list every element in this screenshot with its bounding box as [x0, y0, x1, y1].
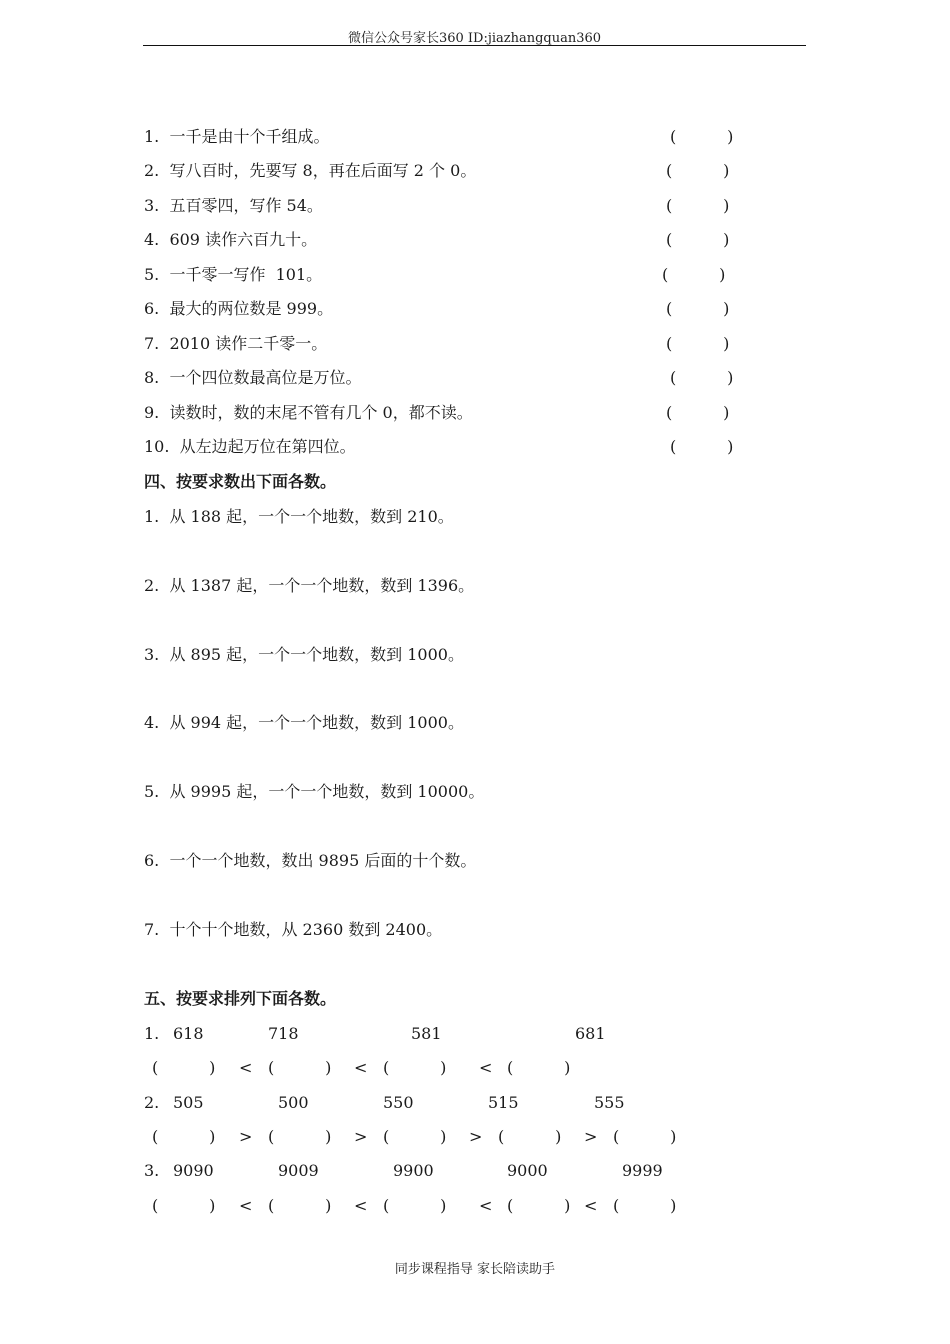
- counting-item-2: 2. 从 1387 起，一个一个地数，数到 1396。: [144, 576, 475, 595]
- order-blank[interactable]: ( ): [268, 1196, 332, 1215]
- counting-item-3: 3. 从 895 起，一个一个地数，数到 1000。: [144, 645, 464, 664]
- answer-blank-3[interactable]: ( ): [666, 196, 730, 215]
- order-blank[interactable]: ( ): [498, 1127, 562, 1146]
- number: 718: [268, 1024, 299, 1043]
- answer-blank-1[interactable]: ( ): [670, 127, 734, 146]
- number: 9999: [622, 1161, 663, 1180]
- compare-sign: >: [584, 1127, 598, 1146]
- counting-item-7: 7. 十个十个地数，从 2360 数到 2400。: [144, 920, 443, 939]
- order-blank[interactable]: ( ): [383, 1127, 447, 1146]
- order-blank[interactable]: ( ): [152, 1127, 216, 1146]
- number: 9900: [393, 1161, 434, 1180]
- judge-item-4: 4. 609 读作六百九十。: [144, 230, 318, 249]
- judge-item-2: 2. 写八百时，先要写 8，再在后面写 2 个 0。: [144, 161, 477, 180]
- counting-item-5: 5. 从 9995 起，一个一个地数，数到 10000。: [144, 782, 485, 801]
- number: 9000: [507, 1161, 548, 1180]
- judge-item-3: 3. 五百零四，写作 54。: [144, 196, 323, 215]
- order-blank[interactable]: ( ): [507, 1196, 571, 1215]
- order-blank[interactable]: ( ): [152, 1058, 216, 1077]
- judge-item-8: 8. 一个四位数最高位是万位。: [144, 368, 362, 387]
- number: 550: [383, 1093, 414, 1112]
- page-header: 微信公众号家长360 ID:jiazhangquan360: [347, 31, 602, 46]
- compare-sign: <: [479, 1058, 493, 1077]
- compare-sign: <: [584, 1196, 598, 1215]
- compare-sign: <: [354, 1196, 368, 1215]
- answer-blank-10[interactable]: ( ): [670, 437, 734, 456]
- judge-item-1: 1. 一千是由十个千组成。: [144, 127, 330, 146]
- section-4-title: 四、按要求数出下面各数。: [144, 472, 337, 491]
- compare-sign: >: [354, 1127, 368, 1146]
- answer-blank-9[interactable]: ( ): [666, 403, 730, 422]
- row-label: 3.: [144, 1161, 160, 1180]
- compare-sign: >: [469, 1127, 483, 1146]
- number: 9009: [278, 1161, 319, 1180]
- judge-item-5: 5. 一千零一写作 101。: [144, 265, 323, 284]
- answer-blank-2[interactable]: ( ): [666, 161, 730, 180]
- compare-sign: >: [239, 1127, 253, 1146]
- number: 505: [173, 1093, 204, 1112]
- page-footer: 同步课程指导 家长陪读助手: [394, 1262, 556, 1277]
- order-blank[interactable]: ( ): [268, 1127, 332, 1146]
- order-blank[interactable]: ( ): [152, 1196, 216, 1215]
- number: 515: [488, 1093, 519, 1112]
- answer-blank-4[interactable]: ( ): [666, 230, 730, 249]
- counting-item-1: 1. 从 188 起，一个一个地数，数到 210。: [144, 507, 454, 526]
- compare-sign: <: [354, 1058, 368, 1077]
- compare-sign: <: [239, 1058, 253, 1077]
- row-label: 2.: [144, 1093, 160, 1112]
- order-blank[interactable]: ( ): [383, 1196, 447, 1215]
- header-rule: [143, 45, 806, 46]
- section-5-title: 五、按要求排列下面各数。: [144, 989, 337, 1008]
- number: 618: [173, 1024, 204, 1043]
- order-blank[interactable]: ( ): [383, 1058, 447, 1077]
- number: 581: [411, 1024, 442, 1043]
- answer-blank-7[interactable]: ( ): [666, 334, 730, 353]
- row-label: 1.: [144, 1024, 160, 1043]
- judge-item-9: 9. 读数时，数的末尾不管有几个 0，都不读。: [144, 403, 473, 422]
- answer-blank-8[interactable]: ( ): [670, 368, 734, 387]
- answer-blank-6[interactable]: ( ): [666, 299, 730, 318]
- answer-blank-5[interactable]: ( ): [662, 265, 726, 284]
- number: 9090: [173, 1161, 214, 1180]
- order-blank[interactable]: ( ): [268, 1058, 332, 1077]
- judge-item-6: 6. 最大的两位数是 999。: [144, 299, 334, 318]
- number: 500: [278, 1093, 309, 1112]
- counting-item-6: 6. 一个一个地数，数出 9895 后面的十个数。: [144, 851, 477, 870]
- compare-sign: <: [479, 1196, 493, 1215]
- judge-item-10: 10. 从左边起万位在第四位。: [144, 437, 356, 456]
- order-blank[interactable]: ( ): [613, 1196, 677, 1215]
- number: 555: [594, 1093, 625, 1112]
- order-blank[interactable]: ( ): [507, 1058, 571, 1077]
- compare-sign: <: [239, 1196, 253, 1215]
- counting-item-4: 4. 从 994 起，一个一个地数，数到 1000。: [144, 713, 464, 732]
- order-blank[interactable]: ( ): [613, 1127, 677, 1146]
- judge-item-7: 7. 2010 读作二千零一。: [144, 334, 328, 353]
- number: 681: [575, 1024, 606, 1043]
